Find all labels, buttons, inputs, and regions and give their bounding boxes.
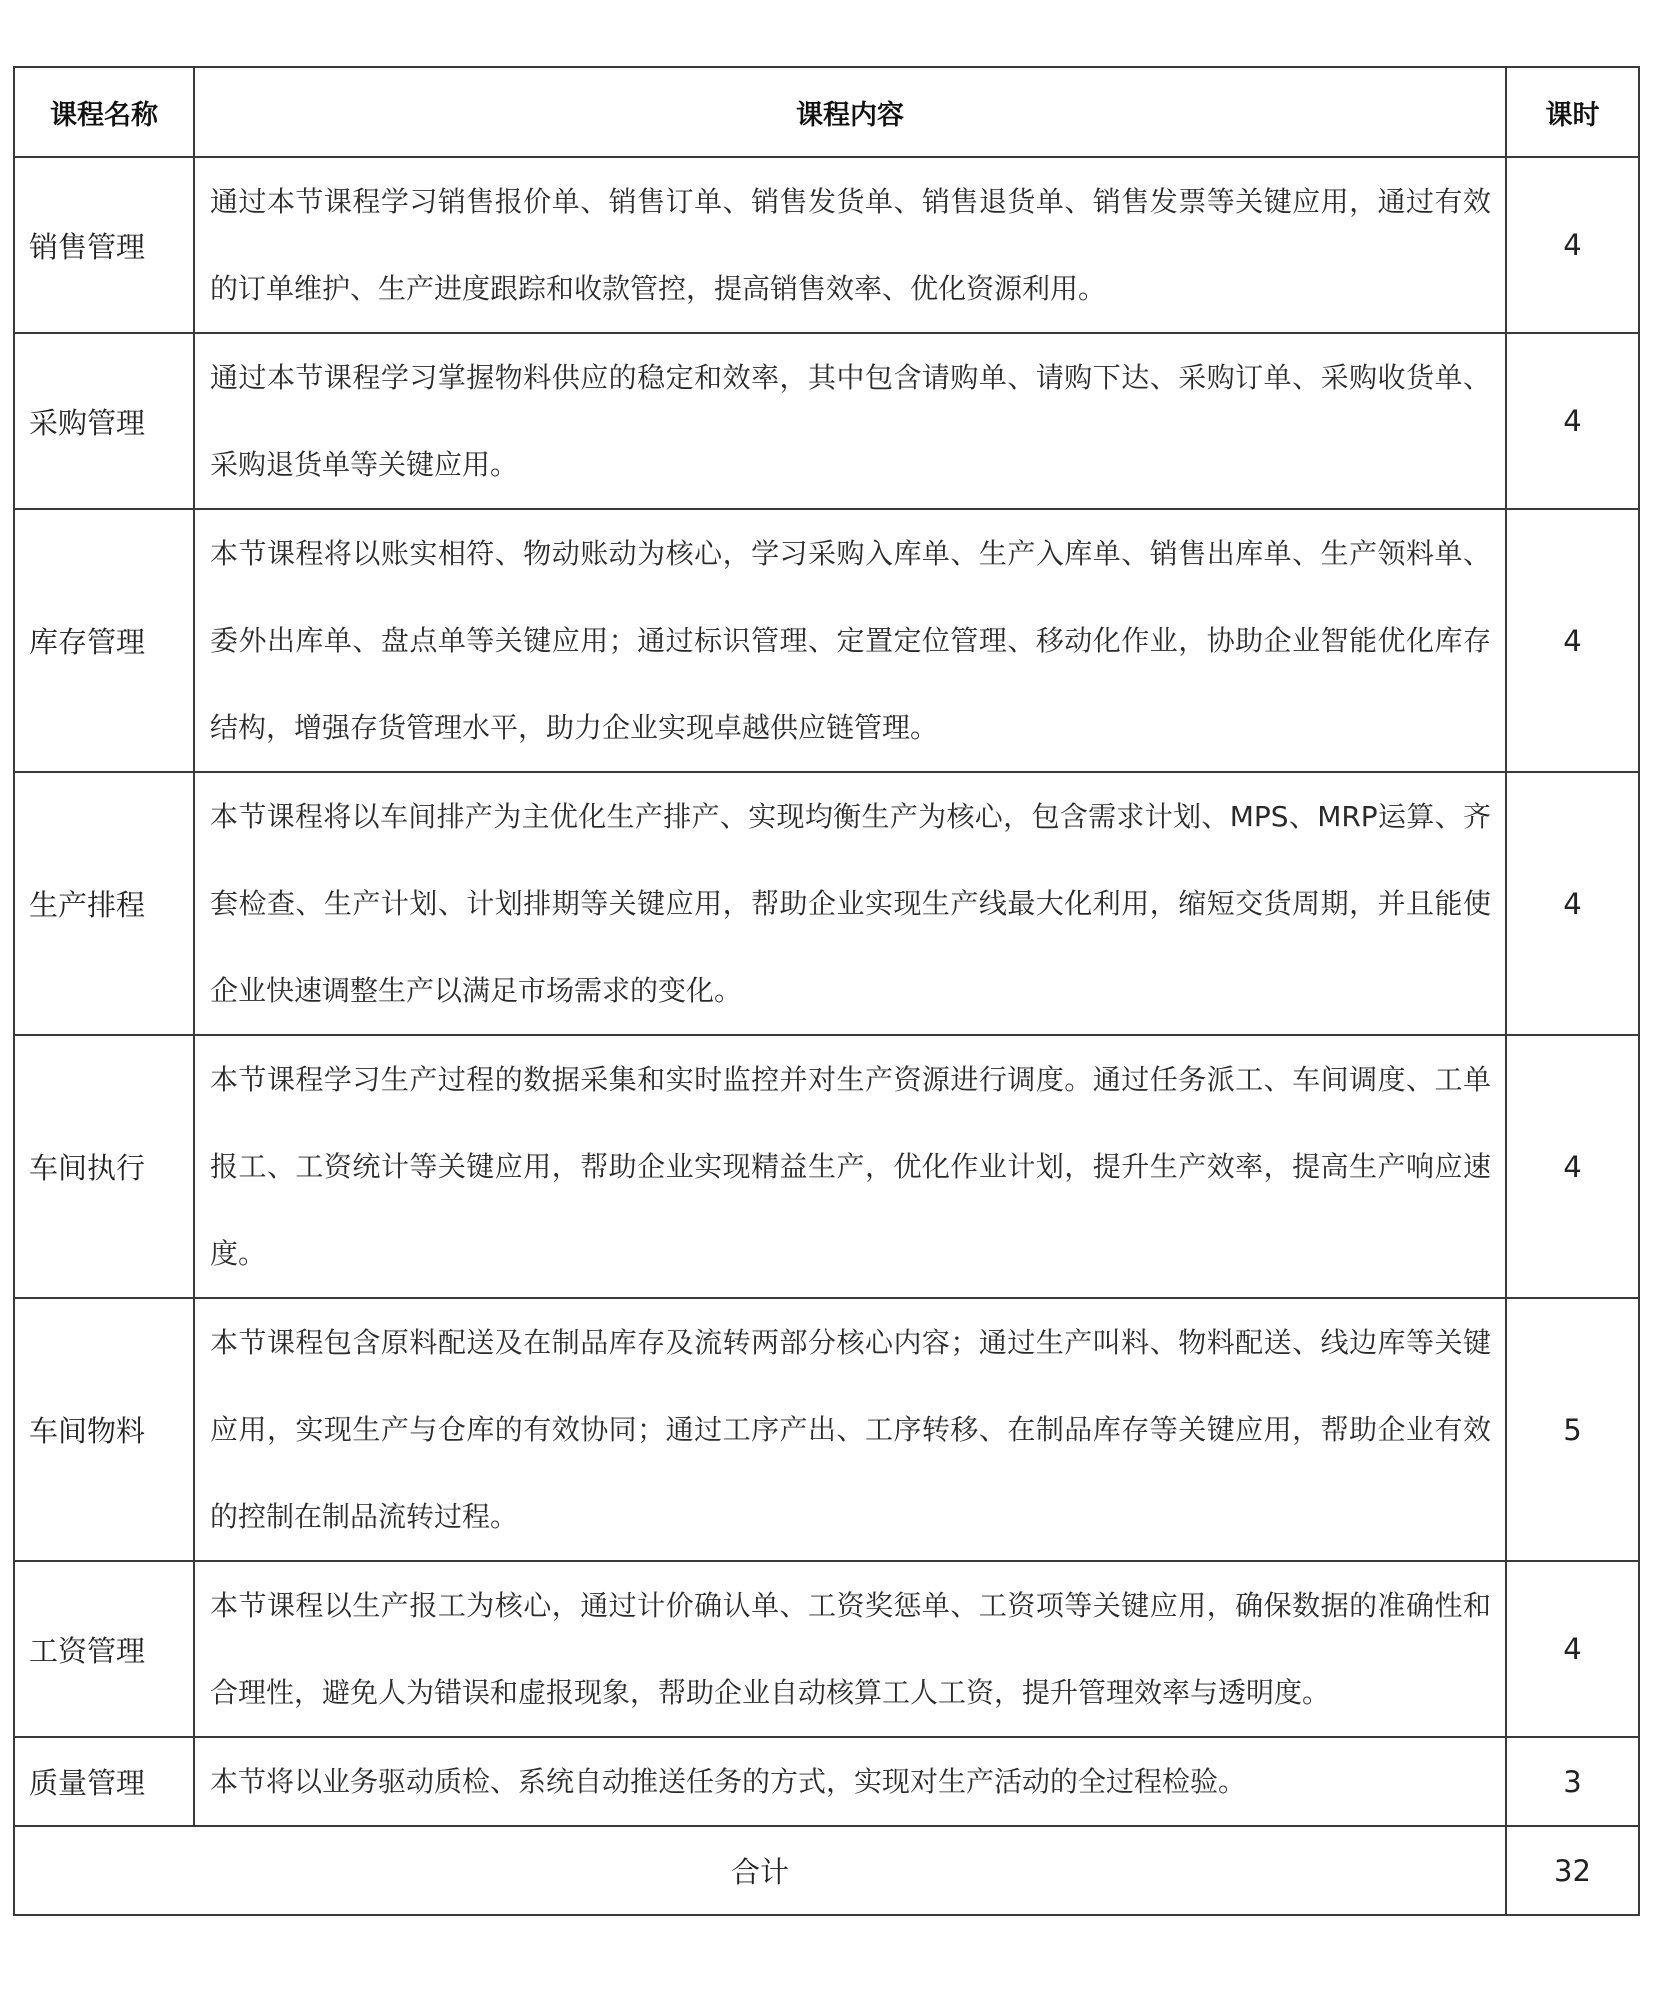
total-label: 合计 (14, 1826, 1506, 1915)
course-table (13, 66, 1640, 1916)
course-content: 通过本节课程学习掌握物料供应的稳定和效率，其中包含请购单、请购下达、采购订单、采购收货单、采购退货单等关键应用。 (194, 333, 1506, 509)
course-name: 车间执行 (14, 1035, 194, 1298)
course-content: 本节将以业务驱动质检、系统自动推送任务的方式，实现对生产活动的全过程检验。 (194, 1737, 1506, 1826)
total-row (14, 1826, 1639, 1915)
course-name: 销售管理 (14, 157, 194, 333)
table-row (14, 333, 1639, 509)
course-name: 质量管理 (14, 1737, 194, 1826)
table-row (14, 772, 1639, 1035)
course-name: 车间物料 (14, 1298, 194, 1561)
table-row (14, 1737, 1639, 1826)
header-course-hours: 课时 (1506, 67, 1639, 157)
header-row (14, 67, 1639, 157)
header-course-content: 课程内容 (194, 67, 1506, 157)
course-content: 本节课程将以账实相符、物动账动为核心，学习采购入库单、生产入库单、销售出库单、生产领料单、委外出库单、盘点单等关键应用；通过标识管理、定置定位管理、移动化作业，协助企业智能优化库存结构，增强存货管理水平，助力企业实现卓越供应链管理。 (194, 509, 1506, 772)
course-hours: 4 (1506, 1035, 1639, 1298)
table-row (14, 1561, 1639, 1737)
course-hours: 4 (1506, 1561, 1639, 1737)
course-name: 工资管理 (14, 1561, 194, 1737)
course-content: 本节课程包含原料配送及在制品库存及流转两部分核心内容；通过生产叫料、物料配送、线边库等关键应用，实现生产与仓库的有效协同；通过工序产出、工序转移、在制品库存等关键应用，帮助企业有效的控制在制品流转过程。 (194, 1298, 1506, 1561)
course-hours: 4 (1506, 509, 1639, 772)
course-hours: 4 (1506, 157, 1639, 333)
table-row (14, 1035, 1639, 1298)
table-row (14, 157, 1639, 333)
course-hours: 5 (1506, 1298, 1639, 1561)
course-hours: 4 (1506, 772, 1639, 1035)
course-hours: 3 (1506, 1737, 1639, 1826)
course-content: 通过本节课程学习销售报价单、销售订单、销售发货单、销售退货单、销售发票等关键应用，通过有效的订单维护、生产进度跟踪和收款管控，提高销售效率、优化资源利用。 (194, 157, 1506, 333)
header-course-name: 课程名称 (14, 67, 194, 157)
table-row (14, 509, 1639, 772)
course-name: 采购管理 (14, 333, 194, 509)
total-hours: 32 (1506, 1826, 1639, 1915)
course-name: 生产排程 (14, 772, 194, 1035)
course-name: 库存管理 (14, 509, 194, 772)
table-row (14, 1298, 1639, 1561)
course-content: 本节课程学习生产过程的数据采集和实时监控并对生产资源进行调度。通过任务派工、车间调度、工单报工、工资统计等关键应用，帮助企业实现精益生产，优化作业计划，提升生产效率，提高生产响应速度。 (194, 1035, 1506, 1298)
course-hours: 4 (1506, 333, 1639, 509)
course-content: 本节课程以生产报工为核心，通过计价确认单、工资奖惩单、工资项等关键应用，确保数据的准确性和合理性，避免人为错误和虚报现象，帮助企业自动核算工人工资，提升管理效率与透明度。 (194, 1561, 1506, 1737)
course-content: 本节课程将以车间排产为主优化生产排产、实现均衡生产为核心，包含需求计划、MPS、MRP运算、齐套检查、生产计划、计划排期等关键应用，帮助企业实现生产线最大化利用，缩短交货周期，并且能使企业快速调整生产以满足市场需求的变化。 (194, 772, 1506, 1035)
